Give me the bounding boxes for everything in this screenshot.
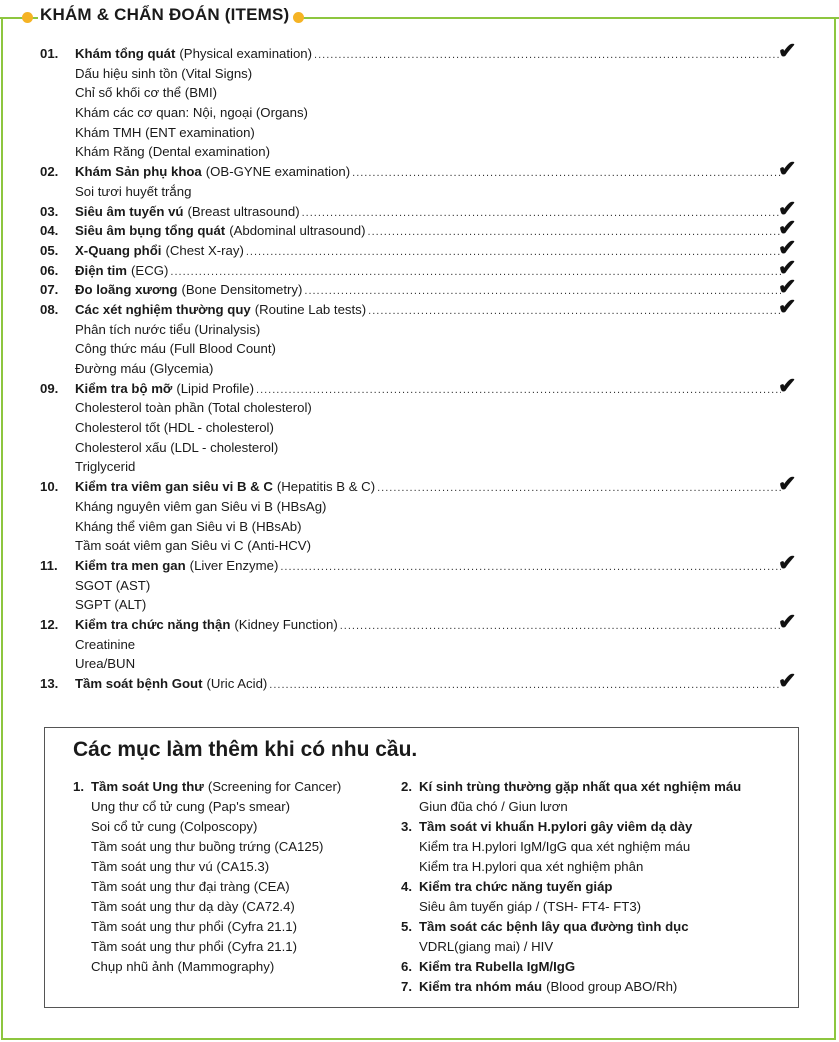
sub-item [0,457,839,477]
optional-item-title: Tầm soát các bệnh lây qua đường tình dục [419,919,689,934]
items-list [0,38,839,694]
item-number: 10. [40,479,59,495]
item-english: (Uric Acid) [206,676,268,691]
optional-sub-item-label: Tầm soát ung thư vú (CA15.3) [91,859,270,874]
optional-item-text [419,977,677,997]
sub-item [0,635,839,655]
sub-item-label: Khám TMH (ENT examination) [75,124,255,140]
sub-item [0,123,839,143]
item-number: 06. [40,262,59,278]
list-item [0,608,839,635]
item-english: (OB-GYNE examination) [205,164,351,180]
checkmark-icon: ✔ [778,293,797,319]
sub-item-label: Công thức máu (Full Blood Count) [75,341,276,357]
optional-item-text [419,877,612,897]
sub-item-label: SGPT (ALT) [75,597,147,613]
checkmark-icon: ✔ [778,254,797,280]
sub-item [0,182,839,202]
item-main [75,674,781,696]
sub-item-label: Dấu hiệu sinh tồn (Vital Signs) [75,65,253,81]
item-number: 13. [40,676,59,691]
item-english: (Physical examination) [179,46,313,61]
optional-sub-item [73,857,403,877]
item-english: (Bone Densitometry) [181,282,303,298]
sub-item [0,83,839,103]
optional-item-number: 7. [401,979,412,994]
sub-item [0,359,839,379]
item-english: (Chest X-ray) [165,242,244,258]
sub-item-label: Tầm soát viêm gan Siêu vi C (Anti-HCV) [75,538,311,554]
item-english: (Hepatitis B & C) [276,479,376,495]
list-item [0,668,839,694]
optional-item [401,957,796,977]
sub-item-label: Khám các cơ quan: Nội, ngoại (Organs) [75,105,308,121]
dot-leader [269,676,781,696]
optional-sub-item [73,937,403,957]
optional-item [401,877,796,897]
optional-sub-item [73,837,403,857]
optional-sub-item [73,897,403,917]
item-main [75,556,781,578]
list-item [0,156,839,182]
checkmark-icon: ✔ [778,372,797,398]
item-main [75,202,781,224]
sub-item [0,438,839,458]
optional-sub-item [73,797,403,817]
optional-item-text [419,917,689,937]
optional-sub-item-label: Tầm soát ung thư dạ dày (CA72.4) [91,899,295,914]
item-number: 02. [40,164,59,180]
optional-sub-item-label: Siêu âm tuyến giáp / (TSH- FT4- FT3) [419,899,642,914]
optional-item-title: Kiểm tra chức năng tuyến giáp [419,879,613,894]
item-title: Kiểm tra bộ mỡ [75,380,173,396]
checkmark-icon: ✔ [778,215,797,241]
sub-item [0,142,839,162]
sub-item-label: Cholesterol toàn phần (Total cholesterol) [75,400,312,416]
sub-item-label: Urea/BUN [75,656,136,672]
item-english: (Routine Lab tests) [254,301,367,317]
checkmark-icon: ✔ [778,274,797,300]
item-title: Kiểm tra chức năng thận [75,616,231,632]
item-title: Siêu âm tuyến vú [75,203,184,219]
sub-item [0,517,839,537]
item-number: 12. [40,616,59,632]
item-english: (Lipid Profile) [176,380,255,396]
sub-item-label: Cholesterol xấu (LDL - cholesterol) [75,439,279,455]
optional-items-right-column [401,777,796,997]
optional-item-number: 2. [401,779,412,794]
section-title: KHÁM & CHẨN ĐOÁN (ITEMS) [40,5,290,24]
optional-sub-item [73,877,403,897]
optional-sub-item [73,917,403,937]
item-main [75,300,781,322]
list-item [0,254,839,281]
item-english: (Abdominal ultrasound) [229,223,366,239]
list-item [0,38,839,64]
item-title: Khám tổng quát [75,46,176,61]
optional-sub-item [401,857,796,877]
item-main [75,44,781,66]
optional-item-title: Kiểm tra Rubella IgM/IgG [419,959,576,974]
checkmark-icon: ✔ [778,608,797,634]
sub-item-label: Phân tích nước tiểu (Urinalysis) [75,321,261,337]
item-main [75,221,781,243]
item-title: Các xét nghiệm thường quy [75,301,251,317]
item-number: 03. [40,203,59,219]
checkmark-icon: ✔ [778,234,797,260]
optional-sub-item-label: Soi cổ tử cung (Colposcopy) [91,819,258,834]
sub-item-label: Kháng thể viêm gan Siêu vi B (HBsAb) [75,518,302,534]
optional-items-left-column [73,777,403,977]
optional-item-text [419,957,575,977]
optional-sub-item-label: Tầm soát ung thư đại tràng (CEA) [91,879,290,894]
optional-item-title: Kí sinh trùng thường gặp nhất qua xét nghiệm máu [419,779,742,794]
sub-item-label: Soi tươi huyết trắng [75,183,192,199]
optional-item [401,817,796,837]
list-item [0,195,839,222]
optional-sub-item [401,797,796,817]
sub-item [0,536,839,556]
item-title: Điện tim [75,262,128,278]
sub-item [0,595,839,615]
optional-sub-item [73,817,403,837]
sub-item [0,398,839,418]
optional-item-text [91,777,341,797]
list-item [0,372,839,399]
item-main [75,477,781,499]
optional-sub-item-label: Chụp nhũ ảnh (Mammography) [91,959,275,974]
optional-sub-item [401,837,796,857]
sub-item-label: Creatinine [75,636,136,652]
sub-item [0,103,839,123]
item-english: (ECG) [131,262,169,278]
optional-sub-item-label: VDRL(giang mai) / HIV [419,939,554,954]
optional-sub-item-label: Kiểm tra H.pylori IgM/IgG qua xét nghiệm máu [419,839,691,854]
sub-item-label: SGOT (AST) [75,577,151,593]
item-number: 08. [40,301,59,317]
sub-item [0,339,839,359]
optional-sub-item [73,957,403,977]
item-main [75,379,781,401]
item-english: (Breast ultrasound) [187,203,300,219]
list-item [0,293,839,320]
optional-sub-item-label: Giun đũa chó / Giun lươn [419,799,568,814]
optional-item [73,777,403,797]
checkmark-icon: ✔ [778,668,797,693]
optional-item [401,977,796,997]
optional-sub-item-label: Tầm soát ung thư buồng trứng (CA125) [91,839,324,854]
item-main [75,261,781,283]
optional-item-english: (Blood group ABO/Rh) [546,979,678,994]
checkmark-icon: ✔ [778,549,797,575]
checkmark-icon: ✔ [778,195,797,221]
checkmark-icon: ✔ [778,38,797,63]
item-number: 07. [40,282,59,298]
sub-item [0,576,839,596]
item-english: (Kidney Function) [234,616,338,632]
optional-item-title: Tầm soát Ung thư [91,779,204,794]
optional-item-number: 4. [401,879,412,894]
optional-item-number: 3. [401,819,412,834]
optional-item [401,777,796,797]
sub-item [0,418,839,438]
optional-sub-item [401,937,796,957]
sub-item-label: Kháng nguyên viêm gan Siêu vi B (HBsAg) [75,498,327,514]
header-line-right [300,17,839,19]
item-title: Kiểm tra viêm gan siêu vi B & C [75,479,273,495]
header-dot-left-icon [22,12,33,23]
optional-item-english: (Screening for Cancer) [207,779,342,794]
optional-item-title: Tầm soát vi khuẩn H.pylori gây viêm dạ dày [419,819,693,834]
sub-item-label: Triglycerid [75,459,136,475]
item-number: 11. [40,557,58,573]
list-item [0,215,839,241]
item-number: 09. [40,380,59,396]
item-title: Khám Sản phụ khoa [75,164,202,180]
sub-item-label: Chỉ số khối cơ thể (BMI) [75,85,218,101]
sub-item-label: Đường máu (Glycemia) [75,361,214,376]
item-title: Kiểm tra men gan [75,557,186,573]
list-item [0,274,839,300]
item-title: X-Quang phổi [75,242,162,258]
optional-sub-item-label: Kiểm tra H.pylori qua xét nghiệm phân [419,859,644,874]
item-number: 05. [40,242,59,258]
optional-item-title: Kiểm tra nhóm máu [419,979,543,994]
optional-item-number: 5. [401,919,412,934]
optional-item-number: 6. [401,959,412,974]
optional-item-text [419,817,692,837]
sub-item [0,497,839,517]
optional-items-box [44,727,799,1008]
item-title: Tầm soát bệnh Gout [75,676,203,691]
optional-sub-item-label: Tầm soát ung thư phổi (Cyfra 21.1) [91,919,298,934]
optional-items-title: Các mục làm thêm khi có nhu cầu. [73,738,418,761]
item-main [75,241,781,263]
item-number: 01. [40,46,59,61]
optional-item [401,917,796,937]
sub-item [0,320,839,340]
header-dot-right-icon [293,12,304,23]
sub-item-label: Cholesterol tốt (HDL - cholesterol) [75,420,274,436]
list-item [0,234,839,261]
item-main [75,615,781,637]
sub-item [0,64,839,84]
optional-sub-item [401,897,796,917]
item-main [75,162,781,184]
list-item [0,549,839,576]
sub-item-label: Khám Răng (Dental examination) [75,144,270,160]
item-english: (Liver Enzyme) [189,557,279,573]
item-title: Siêu âm bụng tổng quát [75,223,226,239]
item-title: Đo loãng xương [75,282,178,298]
sub-item [0,654,839,674]
list-item [0,471,839,497]
item-main [75,280,781,302]
optional-sub-item-label: Ung thư cổ tử cung (Pap's smear) [91,799,291,814]
checkmark-icon: ✔ [778,471,797,497]
header-line-left [0,17,40,19]
item-number: 04. [40,223,59,239]
optional-item-number: 1. [73,779,84,794]
optional-item-text [419,777,741,797]
optional-sub-item-label: Tầm soát ung thư phổi (Cyfra 21.1) [91,939,298,954]
checkmark-icon: ✔ [778,156,797,182]
